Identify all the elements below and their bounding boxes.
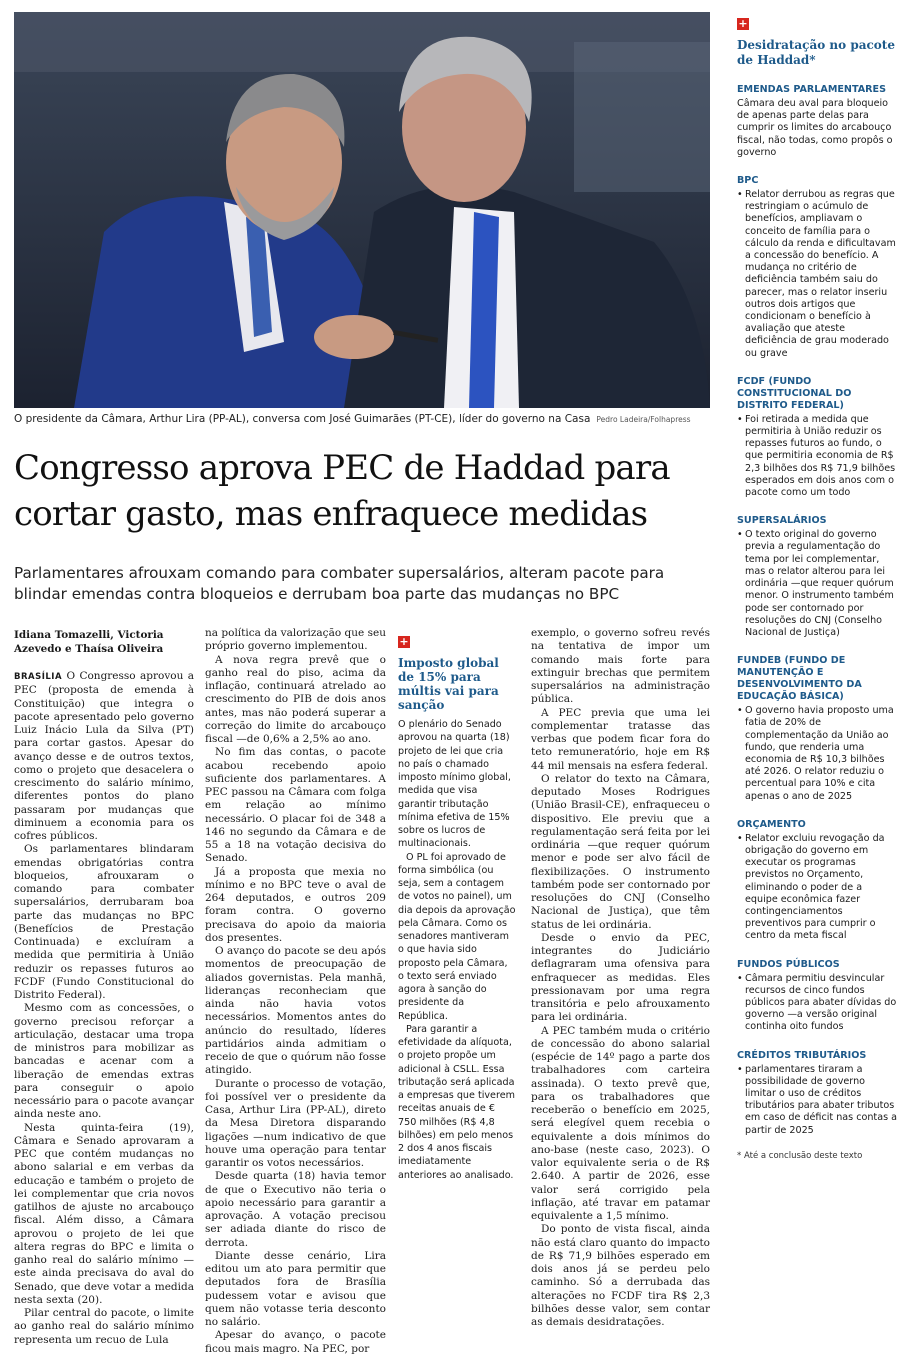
section-text: Câmara deu aval para bloqueio de apenas parte delas para cumprir os limites do arcabouço fiscal, não todas, como propôs o governo xyxy=(737,98,893,158)
photo-illustration xyxy=(14,12,710,408)
article-paragraph: Desde quarta (18) havia temor de que o Executivo não teria o apoio necessário para garantir a aprovação. A votação precisou ser adiada diante do risco de derrota. xyxy=(205,1170,386,1249)
section-text: • Foi retirada a medida que permitiria à União reduzir os repasses futuros ao fundo, o que permitiria economia de R$ 2,3 bilhões dos R$ 71,9 bilhões esperados em dois anos com o pacote como um todo xyxy=(737,414,897,499)
article-paragraph: Durante o processo de votação, foi possível ver o presidente da Casa, Arthur Lira (PP-AL), direto da Mesa Diretora disparando ligações —num indicativo de que houve uma operação para tentar garantir os votos necessários. xyxy=(205,1077,386,1169)
section-title: EMENDAS PARLAMENTARES xyxy=(737,84,887,95)
article-column-1 xyxy=(14,670,194,1347)
sidebar-desidratacao xyxy=(737,12,897,1161)
section-text: • O texto original do governo previa a regulamentação do tema por lei complementar, mas o relator alterou para lei ordinária —que requer quórum menor. O instrumento também pode ser contornado por resoluções do CNJ (Conselho Nacional de Justiça) xyxy=(737,529,897,639)
article-paragraph: Apesar do avanço, o pacote ficou mais magro. Na PEC, por xyxy=(205,1329,386,1355)
sidebar-section-bpc xyxy=(737,175,897,360)
footnote: * Até a conclusão deste texto xyxy=(737,1150,863,1161)
box-text xyxy=(398,718,516,1182)
dateline: BRASÍLIA xyxy=(14,672,63,682)
section-text: • parlamentares tiraram a possibilidade de governo limitar o uso de créditos tributários para abater tributos em caso de déficit nas contas a partir de 2025 xyxy=(737,1064,897,1137)
article-paragraph: O avanço do pacote se deu após momentos de preocupação de aliados governistas. Pela manhã, lideranças reconheciam que ainda não havia votos necessários. Momentos antes do anúncio do resultado, líderes partidários ainda admitiam o receio de que o quórum não fosse atingido. xyxy=(205,945,386,1077)
section-title: SUPERSALÁRIOS xyxy=(737,515,827,527)
sidebar-section-fcdf xyxy=(737,376,897,499)
article-paragraph: exemplo, o governo sofreu revés na tentativa de impor um comando mais forte para extinguir brechas que permitem supersalários na administração pública. xyxy=(531,627,710,706)
caption-text: O presidente da Câmara, Arthur Lira (PP-AL), conversa com José Guimarães (PT-CE), líder do governo na Casa xyxy=(14,413,591,425)
article-paragraph: A PEC previa que uma lei complementar tratasse das verbas que podem ficar fora do teto remuneratório, hoje em R$ 44 mil mensais na esfera federal. xyxy=(531,706,710,772)
photo-caption xyxy=(14,413,714,425)
section-title: FUNDOS PÚBLICOS xyxy=(737,958,840,970)
article-paragraph: Pilar central do pacote, o limite ao ganho real do salário mínimo representa um recuo de Lula xyxy=(14,1307,194,1346)
plus-icon: + xyxy=(738,17,748,30)
sidebar-section-fundeb xyxy=(737,655,897,803)
section-title: FUNDEB (FUNDO DE MANUTENÇÃO E DESENVOLVIMENTO DA EDUCAÇÃO BÁSICA) xyxy=(737,655,862,703)
subheadline: Parlamentares afrouxam comando para combater supersalários, alteram pacote para blindar emendas contra bloqueios e derrubam boa parte das mudanças no BPC xyxy=(14,564,665,603)
news-photo xyxy=(14,12,710,408)
article-paragraph: BRASÍLIA O Congresso aprovou a PEC (proposta de emenda à Constituição) que integra o pacote apresentado pelo governo Luiz Inácio Lula da Silva (PT) para cortar gastos. Apesar do avanço desse e de outros textos, como o projeto que desacelera o crescimento do salário mínimo, diferentes pontos do plano passaram por mudanças que diminuem a economia para os cofres públicos. xyxy=(14,670,195,842)
sidebar-title: Desidratação no pacote de Haddad* xyxy=(737,38,895,67)
box-paragraph: Para garantir a efetividade da alíquota, o projeto propõe um adicional à CSLL. Essa tributação será aplicada a empresas que tiverem receitas anuais de € 750 milhões (R$ 4,8 bilhões) em pelo menos 2 dos 4 anos fiscais imediatamente anteriores ao analisado. xyxy=(398,1023,515,1181)
section-text: • O governo havia proposto uma fatia de 20% de complementação da União ao fundo, que renderia uma economia de R$ 10,3 bilhões até 2026. O relator reduziu o percentual para 10% e cita apenas o ano de 2025 xyxy=(737,705,897,803)
article-paragraph: Já a proposta que mexia no mínimo e no BPC teve o aval de 264 deputados, e outros 209 foram contra. O governo precisava do apoio da maioria dos presentes. xyxy=(205,865,386,944)
headline: Congresso aprova PEC de Haddad para cortar gasto, mas enfraquece medidas xyxy=(14,448,670,534)
article-paragraph: Os parlamentares blindaram emendas obrigatórias contra bloqueios, afrouxaram o comando para combater supersalários, derrubaram boa parte das mudanças no BPC (Benefícios de Prestação Continuada) e excluíram a medida que permitiria à União reduzir os repasses futuros ao FCDF (Fundo Constitucional do Distrito Federal). xyxy=(14,843,194,1001)
box-title: Imposto global de 15% para múltis vai para sanção xyxy=(398,656,499,712)
plus-icon: + xyxy=(399,635,409,648)
article-paragraph: Diante desse cenário, Lira editou um ato para permitir que deputados fora de Brasília pudessem votar e avisou que quem não votasse teria desconto no salário. xyxy=(205,1249,386,1328)
sidebar-section-emendas xyxy=(737,84,897,159)
article-paragraph: A PEC também muda o critério de concessão do abono salarial (espécie de 14º pago a parte dos trabalhadores com carteira assinada). O texto prevê que, para os trabalhadores que receberão o benefício em 2025, será elegível quem recebia o equivalente a dois mínimos do ano-base (neste caso, 2023). O valor equivalente seria o de R$ 2.640. A partir de 2026, esse valor será corrigido pela inflação, até travar em patamar equivalente a 1,5 mínimo. xyxy=(531,1024,710,1222)
article-paragraph: O relator do texto na Câmara, deputado Moses Rodrigues (União Brasil-CE), enfraqueceu o dispositivo. Ele previu que a regulamentação será feita por lei ordinária —que requer quórum menor e pode ser alvo fácil de flexibilizações. O instrumento também pode ser contornado por resoluções do CNJ (Conselho Nacional de Justiça), que têm status de lei ordinária. xyxy=(531,772,710,931)
sidebar-box-global-tax xyxy=(398,630,516,1182)
sidebar-section-creditos xyxy=(737,1050,897,1137)
section-text: • Relator derrubou as regras que restringiam o acúmulo de benefícios, ampliavam o conceito de família para o cálculo da renda e dificultavam a concessão do benefício. A mudança no critério de deficiência também saiu do parecer, mas o relator inseriu outros dois artigos que condicionam o benefício à avaliação que ateste deficiência de grau moderado ou grave xyxy=(737,189,897,360)
article-paragraph: Do ponto de vista fiscal, ainda não está claro quanto do impacto de R$ 71,9 bilhões esperado em dois anos já se perdeu pelo caminho. Só a derrubada das alterações no FCDF tira R$ 2,3 bilhões desse valor, sem contar as demais desidratações. xyxy=(531,1223,710,1328)
sidebar-section-orcamento xyxy=(737,819,897,943)
sidebar-section-supersalarios xyxy=(737,515,897,639)
box-paragraph: O plenário do Senado aprovou na quarta (18) projeto de lei que cria no país o chamado imposto mínimo global, medida que visa garantir tributação mínima efetiva de 15% sobre os lucros de multinacionais. xyxy=(398,719,511,850)
article-column-4 xyxy=(531,627,710,1329)
section-text: • Câmara permitiu desvincular recursos de cinco fundos públicos para abater dívidas do governo —a versão original continha oito fundos xyxy=(737,973,897,1034)
section-title: BPC xyxy=(737,175,759,187)
byline: Idiana Tomazelli, Victoria Azevedo e Thaísa Oliveira xyxy=(14,629,164,655)
photo-credit: Pedro Ladeira/Folhapress xyxy=(596,415,691,424)
article-paragraph: Mesmo com as concessões, o governo precisou reforçar a articulação, destacar uma tropa de ministros para mobilizar as bancadas e acenar com a liberação de emendas extras para conseguir o apoio necessário para o pacote avançar ainda neste ano. xyxy=(14,1002,194,1121)
box-paragraph: O PL foi aprovado de forma simbólica (ou seja, sem a contagem de votos no painel), um dia depois da aprovação pela Câmara. Como os senadores mantiveram o que havia sido proposto pela Câmara, o texto será enviado agora à sanção do presidente da República. xyxy=(398,851,516,1022)
section-title: CRÉDITOS TRIBUTÁRIOS xyxy=(737,1049,867,1061)
sidebar-section-fundos-publicos xyxy=(737,959,897,1034)
section-title: FCDF (FUNDO CONSTITUCIONAL DO DISTRITO FEDERAL) xyxy=(737,375,852,411)
section-text: • Relator excluiu revogação da obrigação do governo em executar os programas previstos no Orçamento, eliminando o poder de a equipe econômica fazer contingenciamentos preventivos para cumprir o centro da meta fiscal xyxy=(737,833,897,943)
article-paragraph: No fim das contas, o pacote acabou recebendo apoio suficiente dos parlamentares. A PEC passou na Câmara com folga em relação ao mínimo necessário. O placar foi de 348 a 146 no segundo da Câmara e de 55 a 18 na votação decisiva do Senado. xyxy=(205,746,386,865)
article-paragraph: Nesta quinta-feira (19), Câmara e Senado aprovaram a PEC que contém mudanças no abono salarial e em verbas da educação e também o projeto de lei complementar que cria novos gatilhos de ajuste no arcabouço fiscal. Além disso, a Câmara aprovou o projeto de lei que altera regras do BPC e limita o ganho real do salário mínimo —este ainda precisava do aval do Senado, que deve votar a medida nesta sexta (20). xyxy=(14,1121,194,1306)
article-paragraph: na política da valorização que seu próprio governo implementou. xyxy=(205,627,386,653)
section-title: ORÇAMENTO xyxy=(737,818,806,830)
article-column-2 xyxy=(205,627,386,1356)
article-paragraph: A nova regra prevê que o ganho real do piso, acima da inflação, continuará atrelado ao crescimento do PIB de dois anos antes, mas não poderá superar a correção do limite do arcabouço fiscal —de 0,6% a 2,5% ao ano. xyxy=(205,653,386,745)
article-paragraph: Desde o envio da PEC, integrantes do Judiciário deflagraram uma ofensiva para enfraquecer as medidas. Eles pressionavam por uma regra transitória e pelo afrouxamento para lei ordinária. xyxy=(531,931,710,1024)
